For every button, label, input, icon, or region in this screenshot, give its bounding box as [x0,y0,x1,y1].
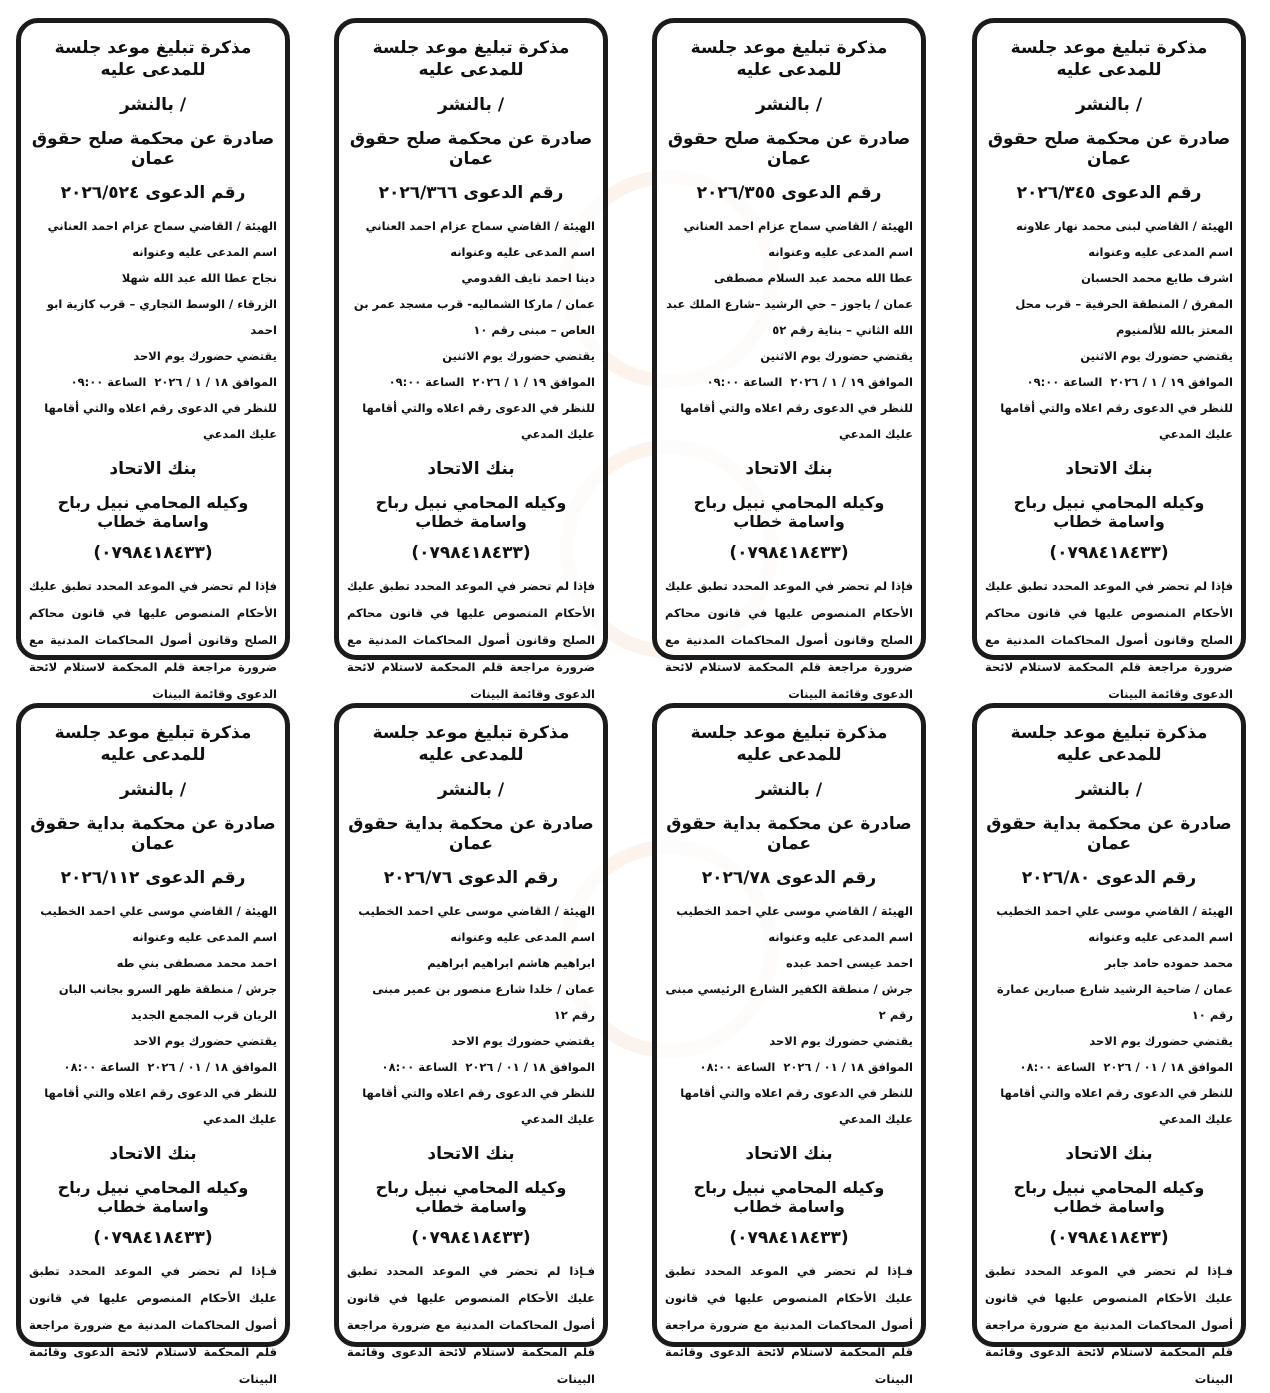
attendance-day: يقتضي حضورك يوم الاثنين [760,349,913,364]
attendance-day: يقتضي حضورك يوم الاحد [1089,1034,1233,1049]
court-name: صادرة عن محكمة بداية حقوق عمان [348,814,594,855]
defendant-label: اسم المدعى عليه وعنوانه [450,245,595,260]
lawyer-name: وكيله المحامي نبيل رباح واسامة خطاب [693,493,885,532]
date-time-row [347,369,595,395]
notice-subtitle: / بالنشر [119,95,187,116]
notice-title: مذكرة تبليغ موعد جلسة للمدعى عليه [372,38,570,81]
case-purpose: للنظر في الدعوى رقم اعلاه والتي أقامها عليك المدعي [1000,1086,1233,1127]
defendant-name: محمد حموده حامد جابر [1104,956,1233,971]
judge-line: الهيئة / القاضي موسى علي احمد الخطيب [40,904,277,919]
case-number: رقم الدعوى ٢٠٢٦/٧٨ [701,868,877,889]
defendant-label: اسم المدعى عليه وعنوانه [450,930,595,945]
plaintiff-bank: بنك الاتحاد [745,1144,833,1165]
defendant-address: المفرق / المنطقة الحرفية – قرب محل المعتز بالله للألمنيوم [1015,297,1233,338]
hearing-date: الموافق ١٨ / ٠١ / ٢٠٢٦ [465,1060,595,1075]
hearing-time: الساعة ٠٨:٠٠ [1019,1060,1096,1075]
notice-card [972,18,1246,702]
lawyer-phone: (٠٧٩٨٤١٨٤٣٣) [729,1228,849,1249]
hearing-time: الساعة ٠٩:٠٠ [70,375,147,390]
case-purpose: للنظر في الدعوى رقم اعلاه والتي أقامها عليك المدعي [44,401,277,442]
lawyer-name: وكيله المحامي نبيل رباح واسامة خطاب [1013,1178,1205,1217]
plaintiff-bank: بنك الاتحاد [745,459,833,480]
case-purpose: للنظر في الدعوى رقم اعلاه والتي أقامها عليك المدعي [362,1086,595,1127]
attendance-day: يقتضي حضورك يوم الاحد [451,1034,595,1049]
warning-text: فإذا لم تحضر في الموعد المحدد تطبق عليك الأحكام المنصوص عليها في قانون محاكم الصلح وقانون أصول المحاكمات المدنية مع ضرورة مراجعة قلم المحكمة لاستلام لائحة الدعوى وقائمة البينات [985,579,1233,702]
warning-text: فـإذا لم تحضر في الموعد المحدد تطبق عليك الأحكام المنصوص عليها في قانون أصول المحاكمات المدنية مع ضرورة مراجعة قلم المحكمة لاستلام لائحة الدعوى وقائمة البينات [665,1264,913,1387]
plaintiff-bank: بنك الاتحاد [1065,1144,1153,1165]
defendant-address: جرش / منطقة ظهر السرو بجانب البان الريان قرب المجمع الجديد [58,982,277,1023]
lawyer-phone: (٠٧٩٨٤١٨٤٣٣) [1049,543,1169,564]
plaintiff-bank: بنك الاتحاد [427,1144,515,1165]
lawyer-phone: (٠٧٩٨٤١٨٤٣٣) [729,543,849,564]
hearing-time: الساعة ٠٩:٠٠ [706,375,783,390]
judge-line: الهيئة / القاضي سماح عزام احمد العناني [47,219,277,234]
notice-card [334,703,608,1387]
hearing-date: الموافق ١٩ / ١ / ٢٠٢٦ [472,375,595,390]
date-time-row [29,1054,277,1080]
notice-subtitle: / بالنشر [755,95,823,116]
defendant-address: عمان / ياجوز – حي الرشيد –شارع الملك عبد الله الثاني – بناية رقم ٥٢ [666,297,913,338]
case-purpose: للنظر في الدعوى رقم اعلاه والتي أقامها عليك المدعي [680,1086,913,1127]
lawyer-phone: (٠٧٩٨٤١٨٤٣٣) [411,1228,531,1249]
defendant-address: الزرقاء / الوسط التجاري – قرب كازية ابو احمد [46,297,277,338]
notice-subtitle: / بالنشر [437,780,505,801]
warning-text: فـإذا لم تحضر في الموعد المحدد تطبق عليك الأحكام المنصوص عليها في قانون أصول المحاكمات المدنية مع ضرورة مراجعة قلم المحكمة لاستلام لائحة الدعوى وقائمة البينات [347,1264,595,1387]
hearing-date: الموافق ١٩ / ١ / ٢٠٢٦ [1110,375,1233,390]
case-number: رقم الدعوى ٢٠٢٦/٣٦٦ [378,183,564,204]
date-time-row [985,369,1233,395]
warning-text: فـإذا لم تحضر في الموعد المحدد تطبق عليك الأحكام المنصوص عليها في قانون أصول المحاكمات المدنية مع ضرورة مراجعة قلم المحكمة لاستلام لائحة الدعوى وقائمة البينات [29,1264,277,1387]
defendant-name: احمد عيسى احمد عبده [785,956,913,971]
court-name: صادرة عن محكمة صلح حقوق عمان [349,129,593,170]
warning-text: فإذا لم تحضر في الموعد المحدد تطبق عليك الأحكام المنصوص عليها في قانون محاكم الصلح وقانون أصول المحاكمات المدنية مع ضرورة مراجعة قلم المحكمة لاستلام لائحة الدعوى وقائمة البينات [29,579,277,702]
plaintiff-bank: بنك الاتحاد [109,459,197,480]
hearing-time: الساعة ٠٨:٠٠ [381,1060,458,1075]
judge-line: الهيئة / القاضي سماح عزام احمد العناني [683,219,913,234]
plaintiff-bank: بنك الاتحاد [427,459,515,480]
hearing-date: الموافق ١٨ / ١ / ٢٠٢٦ [154,375,277,390]
defendant-name: احمد محمد مصطفى بني طه [116,956,277,971]
notice-subtitle: / بالنشر [755,780,823,801]
notice-title: مذكرة تبليغ موعد جلسة للمدعى عليه [372,723,570,766]
defendant-label: اسم المدعى عليه وعنوانه [768,245,913,260]
court-name: صادرة عن محكمة بداية حقوق عمان [986,814,1232,855]
case-number: رقم الدعوى ٢٠٢٦/٣٥٥ [696,183,882,204]
judge-line: الهيئة / القاضي موسى علي احمد الخطيب [996,904,1233,919]
lawyer-name: وكيله المحامي نبيل رباح واسامة خطاب [57,493,249,532]
hearing-time: الساعة ٠٩:٠٠ [1026,375,1103,390]
defendant-label: اسم المدعى عليه وعنوانه [768,930,913,945]
defendant-label: اسم المدعى عليه وعنوانه [1088,245,1233,260]
date-time-row [29,369,277,395]
court-name: صادرة عن محكمة بداية حقوق عمان [30,814,276,855]
attendance-day: يقتضي حضورك يوم الاحد [133,349,277,364]
defendant-address: عمان / ماركا الشماليه- قرب مسجد عمر بن العاص – مبنى رقم ١٠ [353,297,595,338]
notice-card [972,703,1246,1387]
notice-subtitle: / بالنشر [1075,780,1143,801]
judge-line: الهيئة / القاضي سماح عزام احمد العناني [365,219,595,234]
lawyer-name: وكيله المحامي نبيل رباح واسامة خطاب [375,1178,567,1217]
defendant-label: اسم المدعى عليه وعنوانه [132,930,277,945]
defendant-name: نجاح عطا الله عبد الله شهلا [121,271,277,286]
lawyer-phone: (٠٧٩٨٤١٨٤٣٣) [93,543,213,564]
attendance-day: يقتضي حضورك يوم الاحد [133,1034,277,1049]
defendant-name: عطا الله محمد عبد السلام مصطفى [714,271,913,286]
case-number: رقم الدعوى ٢٠٢٦/٧٦ [383,868,559,889]
date-time-row [665,369,913,395]
plaintiff-bank: بنك الاتحاد [1065,459,1153,480]
hearing-date: الموافق ١٨ / ٠١ / ٢٠٢٦ [783,1060,913,1075]
notice-card [652,703,926,1387]
lawyer-phone: (٠٧٩٨٤١٨٤٣٣) [93,1228,213,1249]
case-purpose: للنظر في الدعوى رقم اعلاه والتي أقامها عليك المدعي [362,401,595,442]
notice-subtitle: / بالنشر [1075,95,1143,116]
warning-text: فإذا لم تحضر في الموعد المحدد تطبق عليك الأحكام المنصوص عليها في قانون محاكم الصلح وقانون أصول المحاكمات المدنية مع ضرورة مراجعة قلم المحكمة لاستلام لائحة الدعوى وقائمة البينات [347,579,595,702]
hearing-time: الساعة ٠٩:٠٠ [388,375,465,390]
hearing-time: الساعة ٠٨:٠٠ [699,1060,776,1075]
case-purpose: للنظر في الدعوى رقم اعلاه والتي أقامها عليك المدعي [1000,401,1233,442]
defendant-name: اشرف طايع محمد الحسبان [1081,271,1233,286]
lawyer-phone: (٠٧٩٨٤١٨٤٣٣) [1049,1228,1169,1249]
notice-card [652,18,926,702]
warning-text: فإذا لم تحضر في الموعد المحدد تطبق عليك الأحكام المنصوص عليها في قانون محاكم الصلح وقانون أصول المحاكمات المدنية مع ضرورة مراجعة قلم المحكمة لاستلام لائحة الدعوى وقائمة البينات [665,579,913,702]
lawyer-name: وكيله المحامي نبيل رباح واسامة خطاب [693,1178,885,1217]
case-purpose: للنظر في الدعوى رقم اعلاه والتي أقامها عليك المدعي [680,401,913,442]
attendance-day: يقتضي حضورك يوم الاثنين [442,349,595,364]
notice-title: مذكرة تبليغ موعد جلسة للمدعى عليه [54,38,252,81]
defendant-address: عمان / خلدا شارع منصور بن عمير مبنى رقم ١٢ [372,982,595,1023]
lawyer-name: وكيله المحامي نبيل رباح واسامة خطاب [375,493,567,532]
case-number: رقم الدعوى ٢٠٢٦/٣٤٥ [1016,183,1202,204]
lawyer-name: وكيله المحامي نبيل رباح واسامة خطاب [1013,493,1205,532]
case-purpose: للنظر في الدعوى رقم اعلاه والتي أقامها عليك المدعي [44,1086,277,1127]
notice-title: مذكرة تبليغ موعد جلسة للمدعى عليه [1010,38,1208,81]
hearing-date: الموافق ١٨ / ٠١ / ٢٠٢٦ [1103,1060,1233,1075]
defendant-address: عمان / ضاحية الرشيد شارع صبارين عمارة رقم ١٠ [996,982,1233,1023]
lawyer-phone: (٠٧٩٨٤١٨٤٣٣) [411,543,531,564]
warning-text: فـإذا لم تحضر في الموعد المحدد تطبق عليك الأحكام المنصوص عليها في قانون أصول المحاكمات المدنية مع ضرورة مراجعة قلم المحكمة لاستلام لائحة الدعوى وقائمة البينات [985,1264,1233,1387]
notice-title: مذكرة تبليغ موعد جلسة للمدعى عليه [690,38,888,81]
hearing-time: الساعة ٠٨:٠٠ [63,1060,140,1075]
attendance-day: يقتضي حضورك يوم الاحد [769,1034,913,1049]
lawyer-name: وكيله المحامي نبيل رباح واسامة خطاب [57,1178,249,1217]
notice-title: مذكرة تبليغ موعد جلسة للمدعى عليه [690,723,888,766]
hearing-date: الموافق ١٩ / ١ / ٢٠٢٦ [790,375,913,390]
judge-line: الهيئة / القاضي موسى علي احمد الخطيب [676,904,913,919]
hearing-date: الموافق ١٨ / ٠١ / ٢٠٢٦ [147,1060,277,1075]
case-number: رقم الدعوى ٢٠٢٦/١١٢ [60,868,246,889]
date-time-row [665,1054,913,1080]
judge-line: الهيئة / القاضي موسى علي احمد الخطيب [358,904,595,919]
notice-card [334,18,608,702]
defendant-name: دينا احمد نايف القدومي [461,271,595,286]
court-name: صادرة عن محكمة صلح حقوق عمان [987,129,1231,170]
notice-card [16,18,290,702]
defendant-label: اسم المدعى عليه وعنوانه [132,245,277,260]
attendance-day: يقتضي حضورك يوم الاثنين [1080,349,1233,364]
notice-subtitle: / بالنشر [437,95,505,116]
court-name: صادرة عن محكمة صلح حقوق عمان [31,129,275,170]
court-name: صادرة عن محكمة بداية حقوق عمان [666,814,912,855]
court-name: صادرة عن محكمة صلح حقوق عمان [667,129,911,170]
judge-line: الهيئة / القاضي لبنى محمد نهار علاونه [1015,219,1233,234]
case-number: رقم الدعوى ٢٠٢٦/٨٠ [1021,868,1197,889]
notice-subtitle: / بالنشر [119,780,187,801]
date-time-row [347,1054,595,1080]
defendant-label: اسم المدعى عليه وعنوانه [1088,930,1233,945]
defendant-name: ابراهيم هاشم ابراهيم ابراهيم [427,956,595,971]
date-time-row [985,1054,1233,1080]
notice-card [16,703,290,1387]
notice-title: مذكرة تبليغ موعد جلسة للمدعى عليه [1010,723,1208,766]
case-number: رقم الدعوى ٢٠٢٦/٥٢٤ [60,183,246,204]
defendant-address: جرش / منطقة الكفير الشارع الرئيسي مبنى رقم ٢ [665,982,913,1023]
notice-title: مذكرة تبليغ موعد جلسة للمدعى عليه [54,723,252,766]
plaintiff-bank: بنك الاتحاد [109,1144,197,1165]
